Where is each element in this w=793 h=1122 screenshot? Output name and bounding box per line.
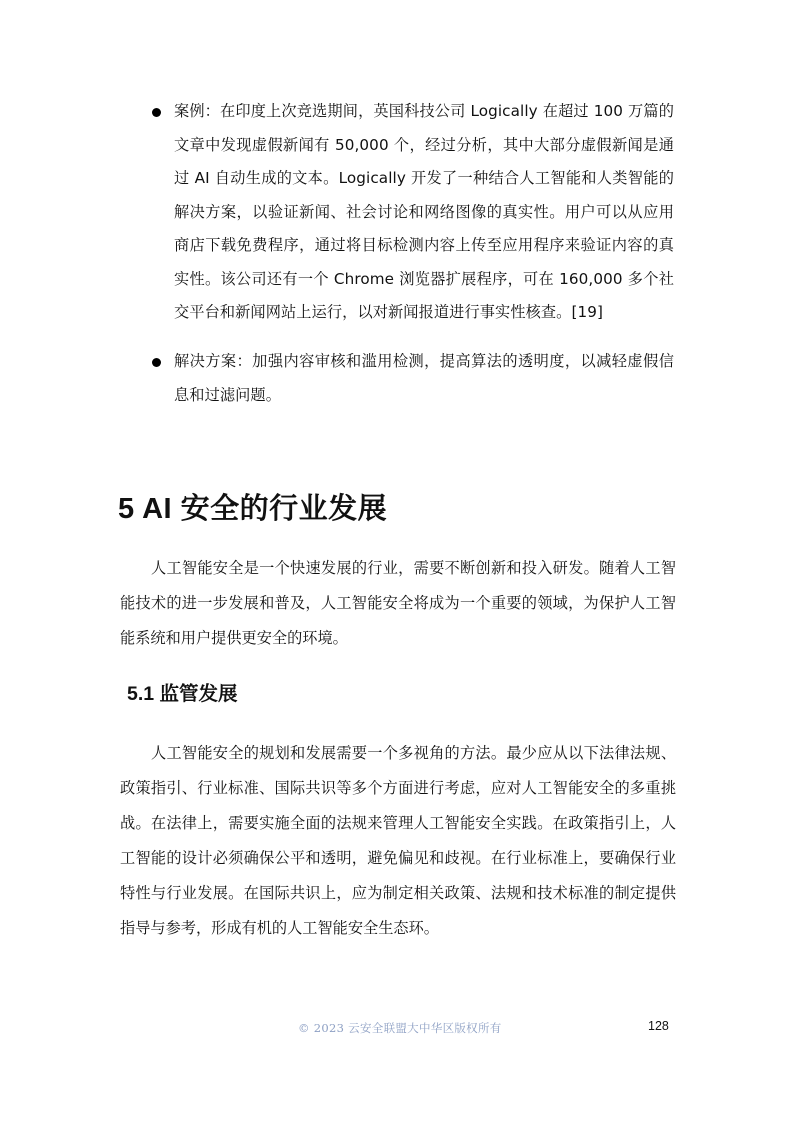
subsection-body-paragraph: 人工智能安全的规划和发展需要一个多视角的方法。最少应从以下法律法规、政策指引、行业标准、国际共识等多个方面进行考虑，应对人工智能安全的多重挑战。在法律上，需要实施全面的法规来管理人工智能安全实践。在政策指引上，人工智能的设计必须确保公平和透明，避免偏见和歧视。在行业标准上，要确保行业特性与行业发展。在国际共识上，应为制定相关政策、法规和技术标准的制定提供指导与参考，形成有机的人工智能安全生态环。 (120, 744, 676, 937)
bullet-dot-icon (152, 108, 161, 117)
page-number: 128 (648, 1019, 669, 1033)
bullet-item-solution (152, 345, 682, 412)
section-intro-paragraph: 人工智能安全是一个快速发展的行业，需要不断创新和投入研发。随着人工智能技术的进一步发展和普及，人工智能安全将成为一个重要的领域，为保护人工智能系统和用户提供更安全的环境。 (120, 559, 676, 647)
bullet-text: 解决方案：加强内容审核和滥用检测，提高算法的透明度，以减轻虚假信息和过滤问题。 (174, 352, 674, 404)
bullet-text: 案例：在印度上次竞选期间，英国科技公司 Logically 在超过 100 万篇的文章中发现虚假新闻有 50,000 个，经过分析，其中大部分虚假新闻是通过 AI 自动生成的文本。Logically 开发了一种结合人工智能和人类智能的解决方案，以验证新闻、社会讨论和网络图像的真实性。用户可以从应用商店下载免费程序，通过将目标检测内容上传至应用程序来验证内容的真实性。该公司还有一个 Chrome 浏览器扩展程序，可在 160,000 多个社交平台和新闻网站上运行，以对新闻报道进行事实性核查。[19] (174, 102, 674, 321)
page-footer (0, 1018, 793, 1040)
subsection-heading: 5.1 监管发展 (127, 683, 238, 705)
section-heading: 5 AI 安全的行业发展 (118, 493, 388, 525)
bullet-item-case-study (152, 95, 682, 330)
footer-copyright: © 2023 云安全联盟大中华区版权所有 (298, 1021, 502, 1035)
bullet-dot-icon (152, 358, 161, 367)
